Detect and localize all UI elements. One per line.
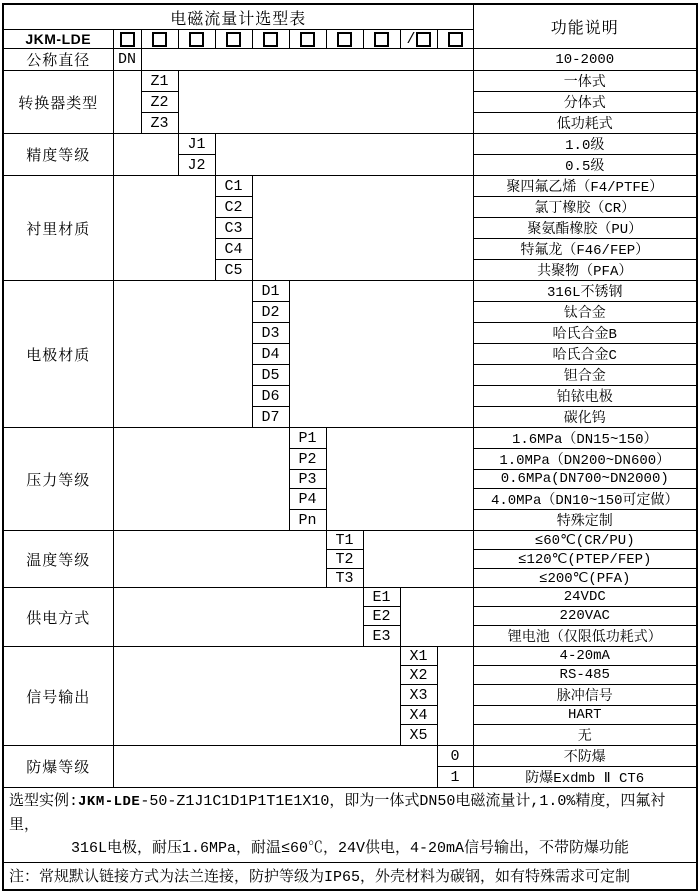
section-label-accuracy-class: 精度等级: [3, 134, 113, 176]
desc-cell-ex0: 不防爆: [473, 746, 697, 767]
section-label-power-supply: 供电方式: [3, 588, 113, 647]
desc-cell-c3: 聚氨酯橡胶（PU）: [473, 218, 697, 239]
code-cell-e1: E1: [363, 588, 400, 607]
desc-cell-d1: 316L不锈钢: [473, 281, 697, 302]
code-cell-d3: D3: [252, 323, 289, 344]
desc-cell-z1: 一体式: [473, 71, 697, 92]
model-prefix: JKM-LDE: [3, 30, 113, 49]
desc-cell-d4: 哈氏合金C: [473, 344, 697, 365]
desc-cell-ex1: 防爆Exdmb Ⅱ CT6: [473, 767, 697, 788]
selection-example-line2: 316L电极，耐压1.6MPa，耐温≤60℃，24V供电，4-20mA信号输出，不带防爆功能: [70, 840, 630, 857]
section-label-converter-type: 转换器类型: [3, 71, 113, 134]
model-code-box-5: [252, 30, 289, 49]
filler-cell: [113, 281, 252, 428]
model-code-box-4: [215, 30, 252, 49]
code-cell-c1: C1: [215, 176, 252, 197]
filler-cell: [326, 428, 473, 531]
code-cell-x5: X5: [400, 725, 437, 746]
table-title: 电磁流量计选型表: [3, 4, 473, 30]
desc-cell-x1: 4-20mA: [473, 647, 697, 666]
section-label-electrode-material: 电极材质: [3, 281, 113, 428]
code-cell-p2: P2: [289, 449, 326, 470]
code-cell-d1: D1: [252, 281, 289, 302]
model-code-box-7: [326, 30, 363, 49]
example-model-code: JKM-LDE: [78, 794, 141, 810]
code-cell-z3: Z3: [141, 113, 178, 134]
filler-cell: [113, 531, 326, 588]
code-cell-d5: D5: [252, 365, 289, 386]
code-cell-t3: T3: [326, 569, 363, 588]
desc-cell-t3: ≤200℃(PFA): [473, 569, 697, 588]
model-code-box-2: [141, 30, 178, 49]
desc-cell-t2: ≤120℃(PTEP/FEP): [473, 550, 697, 569]
code-cell-e2: E2: [363, 607, 400, 626]
model-code-box-9: /: [400, 30, 437, 49]
code-cell-p3: P3: [289, 470, 326, 489]
desc-cell-e3: 锂电池（仅限低功耗式）: [473, 626, 697, 647]
code-cell-d2: D2: [252, 302, 289, 323]
desc-cell-x3: 脉冲信号: [473, 685, 697, 706]
section-label-liner-material: 衬里材质: [3, 176, 113, 281]
code-cell-j2: J2: [178, 155, 215, 176]
filler-cell: [437, 647, 473, 746]
desc-cell-t1: ≤60℃(CR/PU): [473, 531, 697, 550]
filler-cell: [289, 281, 473, 428]
desc-cell-j1: 1.0级: [473, 134, 697, 155]
desc-cell-dn: 10-2000: [473, 49, 697, 71]
filler-cell: [215, 134, 473, 176]
code-cell-c3: C3: [215, 218, 252, 239]
code-cell-ex0: 0: [437, 746, 473, 767]
code-cell-t2: T2: [326, 550, 363, 569]
code-cell-x3: X3: [400, 685, 437, 706]
code-cell-d6: D6: [252, 386, 289, 407]
code-cell-e3: E3: [363, 626, 400, 647]
desc-cell-c4: 特氟龙（F46/FEP）: [473, 239, 697, 260]
desc-cell-x2: RS-485: [473, 666, 697, 685]
desc-cell-e2: 220VAC: [473, 607, 697, 626]
code-cell-p4: P4: [289, 489, 326, 510]
code-cell-d4: D4: [252, 344, 289, 365]
filler-cell: [113, 647, 400, 746]
code-cell-x4: X4: [400, 706, 437, 725]
checkbox-icon: [226, 32, 241, 47]
code-cell-t1: T1: [326, 531, 363, 550]
model-code-box-10: [437, 30, 473, 49]
code-cell-j1: J1: [178, 134, 215, 155]
filler-cell: [252, 176, 473, 281]
desc-cell-d7: 碳化钨: [473, 407, 697, 428]
desc-cell-z3: 低功耗式: [473, 113, 697, 134]
flowmeter-selection-table: [2, 3, 698, 891]
desc-cell-e1: 24VDC: [473, 588, 697, 607]
checkbox-icon: [416, 32, 431, 47]
model-code-box-1: [113, 30, 141, 49]
code-cell-z2: Z2: [141, 92, 178, 113]
checkbox-icon: [300, 32, 315, 47]
checkbox-icon: [189, 32, 204, 47]
section-label-signal-output: 信号输出: [3, 647, 113, 746]
code-cell-p1: P1: [289, 428, 326, 449]
checkbox-icon: [448, 32, 463, 47]
filler-cell: [141, 49, 473, 71]
code-cell-z1: Z1: [141, 71, 178, 92]
section-label-explosion-proof: 防爆等级: [3, 746, 113, 788]
desc-cell-pn: 特殊定制: [473, 510, 697, 531]
desc-cell-p2: 1.0MPa（DN200~DN600）: [473, 449, 697, 470]
filler-cell: [178, 71, 473, 134]
checkbox-icon: [374, 32, 389, 47]
filler-cell: [113, 134, 178, 176]
desc-cell-c2: 氯丁橡胶（CR）: [473, 197, 697, 218]
selection-example-line1: 选型实例:JKM-LDE-50-Z1J1C1D1P1T1E1X10，即为一体式DN50电磁流量计,1.0%精度，四氟衬里，: [9, 793, 666, 834]
filler-cell: [113, 746, 437, 788]
desc-cell-x4: HART: [473, 706, 697, 725]
code-cell-c5: C5: [215, 260, 252, 281]
section-label-pressure-rating: 压力等级: [3, 428, 113, 531]
code-cell-d7: D7: [252, 407, 289, 428]
desc-cell-d2: 钛合金: [473, 302, 697, 323]
filler-cell: [113, 588, 363, 647]
checkbox-icon: [152, 32, 167, 47]
note-text: 注：常规默认链接方式为法兰连接，防护等级为IP65，外壳材料为碳钢，如有特殊需求可定制: [3, 863, 697, 890]
filler-cell: [400, 588, 473, 647]
checkbox-icon: [120, 32, 135, 47]
filler-cell: [113, 428, 289, 531]
section-label-nominal-diameter: 公称直径: [3, 49, 113, 71]
desc-cell-p1: 1.6MPa（DN15~150）: [473, 428, 697, 449]
model-code-box-3: [178, 30, 215, 49]
filler-cell: [113, 71, 141, 134]
desc-cell-d6: 铂铱电极: [473, 386, 697, 407]
model-code-box-6: [289, 30, 326, 49]
desc-cell-d3: 哈氏合金B: [473, 323, 697, 344]
section-label-temperature-rating: 温度等级: [3, 531, 113, 588]
code-cell-c4: C4: [215, 239, 252, 260]
function-description-header: 功能说明: [473, 4, 697, 49]
filler-cell: [363, 531, 473, 588]
desc-cell-z2: 分体式: [473, 92, 697, 113]
model-code-box-8: [363, 30, 400, 49]
code-cell-x2: X2: [400, 666, 437, 685]
desc-cell-d5: 钽合金: [473, 365, 697, 386]
desc-cell-j2: 0.5级: [473, 155, 697, 176]
desc-cell-p4: 4.0MPa（DN10~150可定做）: [473, 489, 697, 510]
checkbox-icon: [263, 32, 278, 47]
selection-example-text: [3, 788, 697, 863]
code-cell-pn: Pn: [289, 510, 326, 531]
code-cell-c2: C2: [215, 197, 252, 218]
code-cell-dn: DN: [113, 49, 141, 71]
checkbox-icon: [337, 32, 352, 47]
code-cell-x1: X1: [400, 647, 437, 666]
code-cell-ex1: 1: [437, 767, 473, 788]
desc-cell-c1: 聚四氟乙烯（F4/PTFE）: [473, 176, 697, 197]
filler-cell: [113, 176, 215, 281]
desc-cell-p3: 0.6MPa(DN700~DN2000): [473, 470, 697, 489]
desc-cell-x5: 无: [473, 725, 697, 746]
desc-cell-c5: 共聚物（PFA）: [473, 260, 697, 281]
